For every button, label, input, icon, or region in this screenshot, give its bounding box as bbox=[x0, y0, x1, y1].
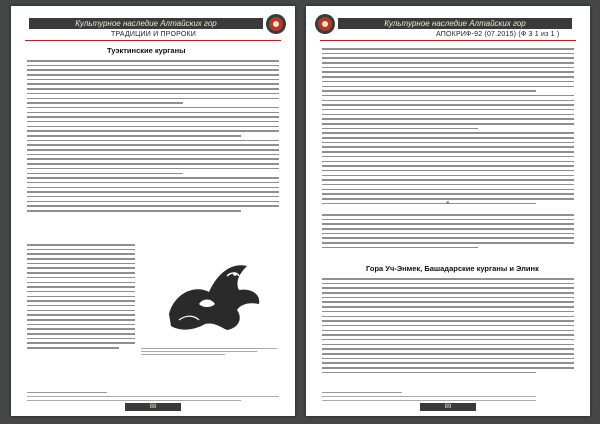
right-date-line: АПОКРИФ-92 (07.2015) (Ф 3 1 из 1 ) bbox=[436, 31, 560, 38]
left-text-block bbox=[27, 60, 279, 215]
left-page-number: 88 bbox=[125, 403, 181, 411]
left-section-rule bbox=[25, 40, 281, 41]
right-text-block bbox=[322, 48, 574, 207]
artifact-figure bbox=[139, 244, 279, 344]
left-emblem-icon bbox=[263, 12, 289, 36]
right-text-block-2 bbox=[322, 214, 574, 252]
left-column-text bbox=[27, 244, 135, 352]
left-section-label: ТРАДИЦИИ И ПРОРОКИ bbox=[111, 31, 196, 38]
right-header-bar: Культурное наследие Алтайских гор bbox=[338, 18, 572, 29]
left-page bbox=[11, 6, 295, 416]
right-article-title: Гора Уч-Энмек, Башадарские курганы и Элинк bbox=[366, 264, 539, 273]
left-header-bar: Культурное наследие Алтайских гор bbox=[29, 18, 263, 29]
right-emblem-icon bbox=[312, 12, 338, 36]
section-separator: ■ bbox=[446, 200, 450, 206]
right-page-number: 89 bbox=[420, 403, 476, 411]
right-section-rule bbox=[320, 40, 576, 41]
figure-caption bbox=[141, 348, 277, 358]
left-article-title: Туэктинские курганы bbox=[107, 46, 186, 55]
right-footnotes bbox=[322, 396, 574, 403]
left-footnote-rule bbox=[27, 392, 107, 393]
right-text-block-3 bbox=[322, 278, 574, 376]
left-footnotes bbox=[27, 396, 279, 403]
right-page bbox=[306, 6, 590, 416]
right-footnote-rule bbox=[322, 392, 402, 393]
